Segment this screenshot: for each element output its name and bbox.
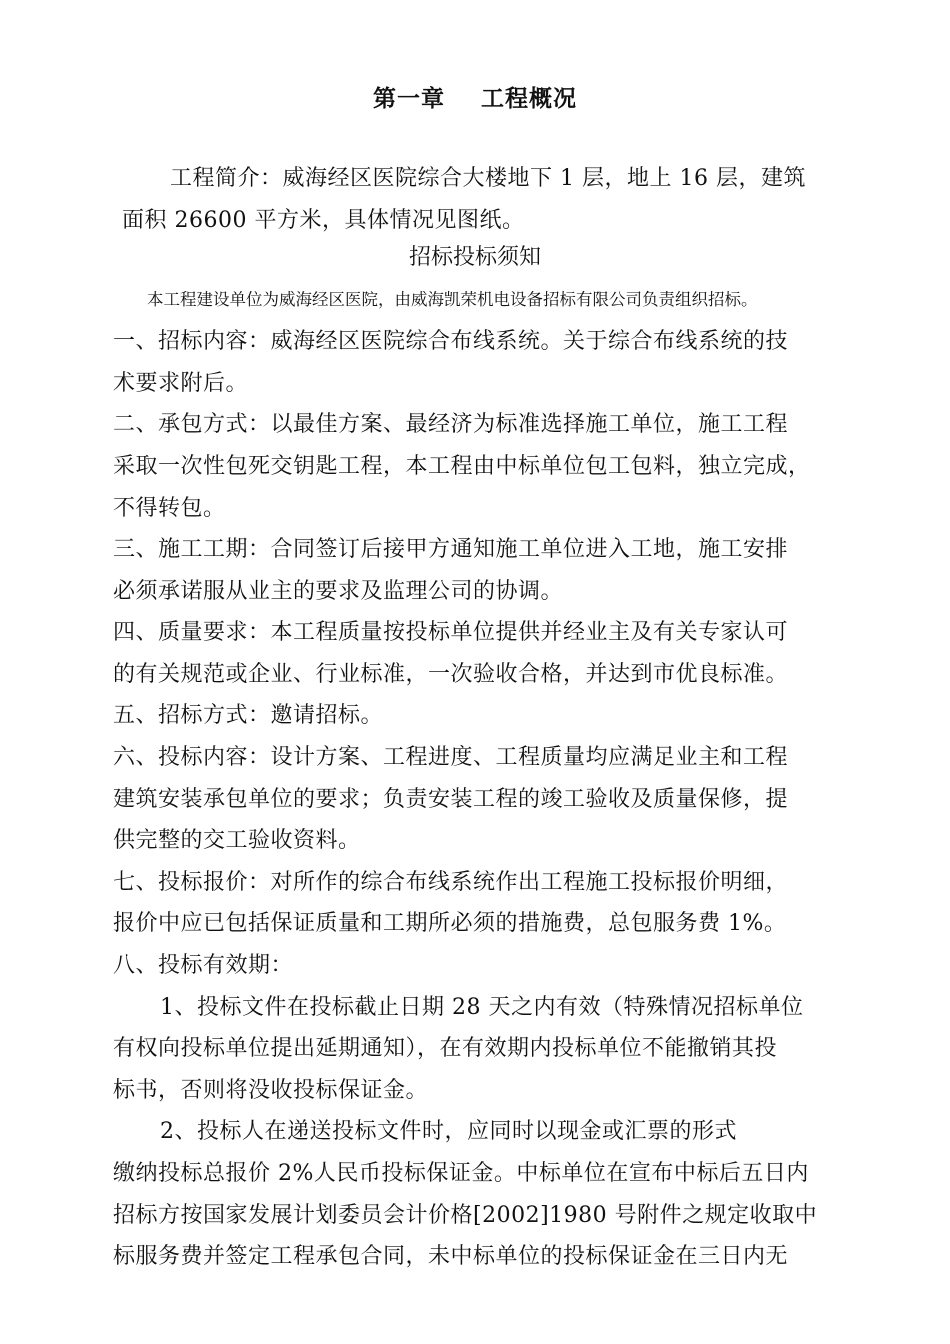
item8-line-1: 八、投标有效期： <box>113 953 294 978</box>
sub1-line-3: 标书，否则将没收投标保证金。 <box>113 1078 429 1103</box>
sub1-line-2: 有权向投标单位提出延期通知），在有效期内投标单位不能撤销其投 <box>113 1036 778 1061</box>
item4-line-2: 的有关规范或企业、行业标准，一次验收合格，并达到市优良标准。 <box>113 662 789 687</box>
sub2-line-1: 2、投标人在递送投标文件时，应同时以现金或汇票的形式 <box>160 1119 737 1144</box>
item1-line-1: 一、招标内容：威海经区医院综合布线系统。关于综合布线系统的技 <box>113 329 789 354</box>
item1-line-2: 术要求附后。 <box>113 371 249 396</box>
section-heading: 招标投标须知 <box>408 245 541 270</box>
item2-line-3: 不得转包。 <box>113 496 226 521</box>
intro-line-2: 面积 26600 平方米，具体情况见图纸。 <box>122 208 525 233</box>
preamble: 本工程建设单位为威海经区医院，由威海凯荣机电设备招标有限公司负责组织招标。 <box>147 290 758 309</box>
item7-line-1: 七、投标报价：对所作的综合布线系统作出工程施工投标报价明细， <box>113 870 789 895</box>
item3-line-1: 三、施工工期：合同签订后接甲方通知施工单位进入工地，施工安排 <box>113 537 789 562</box>
sub2-line-4: 标服务费并签定工程承包合同，未中标单位的投标保证金在三日内无 <box>113 1244 789 1269</box>
item6-line-1: 六、投标内容：设计方案、工程进度、工程质量均应满足业主和工程 <box>113 745 789 770</box>
item6-line-3: 供完整的交工验收资料。 <box>113 828 361 853</box>
item2-line-1: 二、承包方式：以最佳方案、最经济为标准选择施工单位，施工工程 <box>113 412 789 437</box>
sub1-line-1: 1、投标文件在投标截止日期 28 天之内有效（特殊情况招标单位 <box>160 995 804 1020</box>
intro-line-1: 工程简介：威海经区医院综合大楼地下 1 层，地上 16 层，建筑 <box>170 166 806 191</box>
sub2-line-2: 缴纳投标总报价 2%人民币投标保证金。中标单位在宣布中标后五日内 <box>113 1161 809 1186</box>
item4-line-1: 四、质量要求：本工程质量按投标单位提供并经业主及有关专家认可 <box>113 620 789 645</box>
item5-line-1: 五、招标方式：邀请招标。 <box>113 703 384 728</box>
item3-line-2: 必须承诺服从业主的要求及监理公司的协调。 <box>113 579 564 604</box>
sub2-line-3: 招标方按国家发展计划委员会计价格[2002]1980 号附件之规定收取中 <box>113 1203 818 1228</box>
chapter-title: 第一章 工程概况 <box>372 86 578 112</box>
item6-line-2: 建筑安装承包单位的要求；负责安装工程的竣工验收及质量保修，提 <box>113 787 789 812</box>
item2-line-2: 采取一次性包死交钥匙工程，本工程由中标单位包工包料，独立完成， <box>113 454 811 479</box>
item7-line-2: 报价中应已包括保证质量和工期所必须的措施费，总包服务费 1%。 <box>113 911 787 936</box>
